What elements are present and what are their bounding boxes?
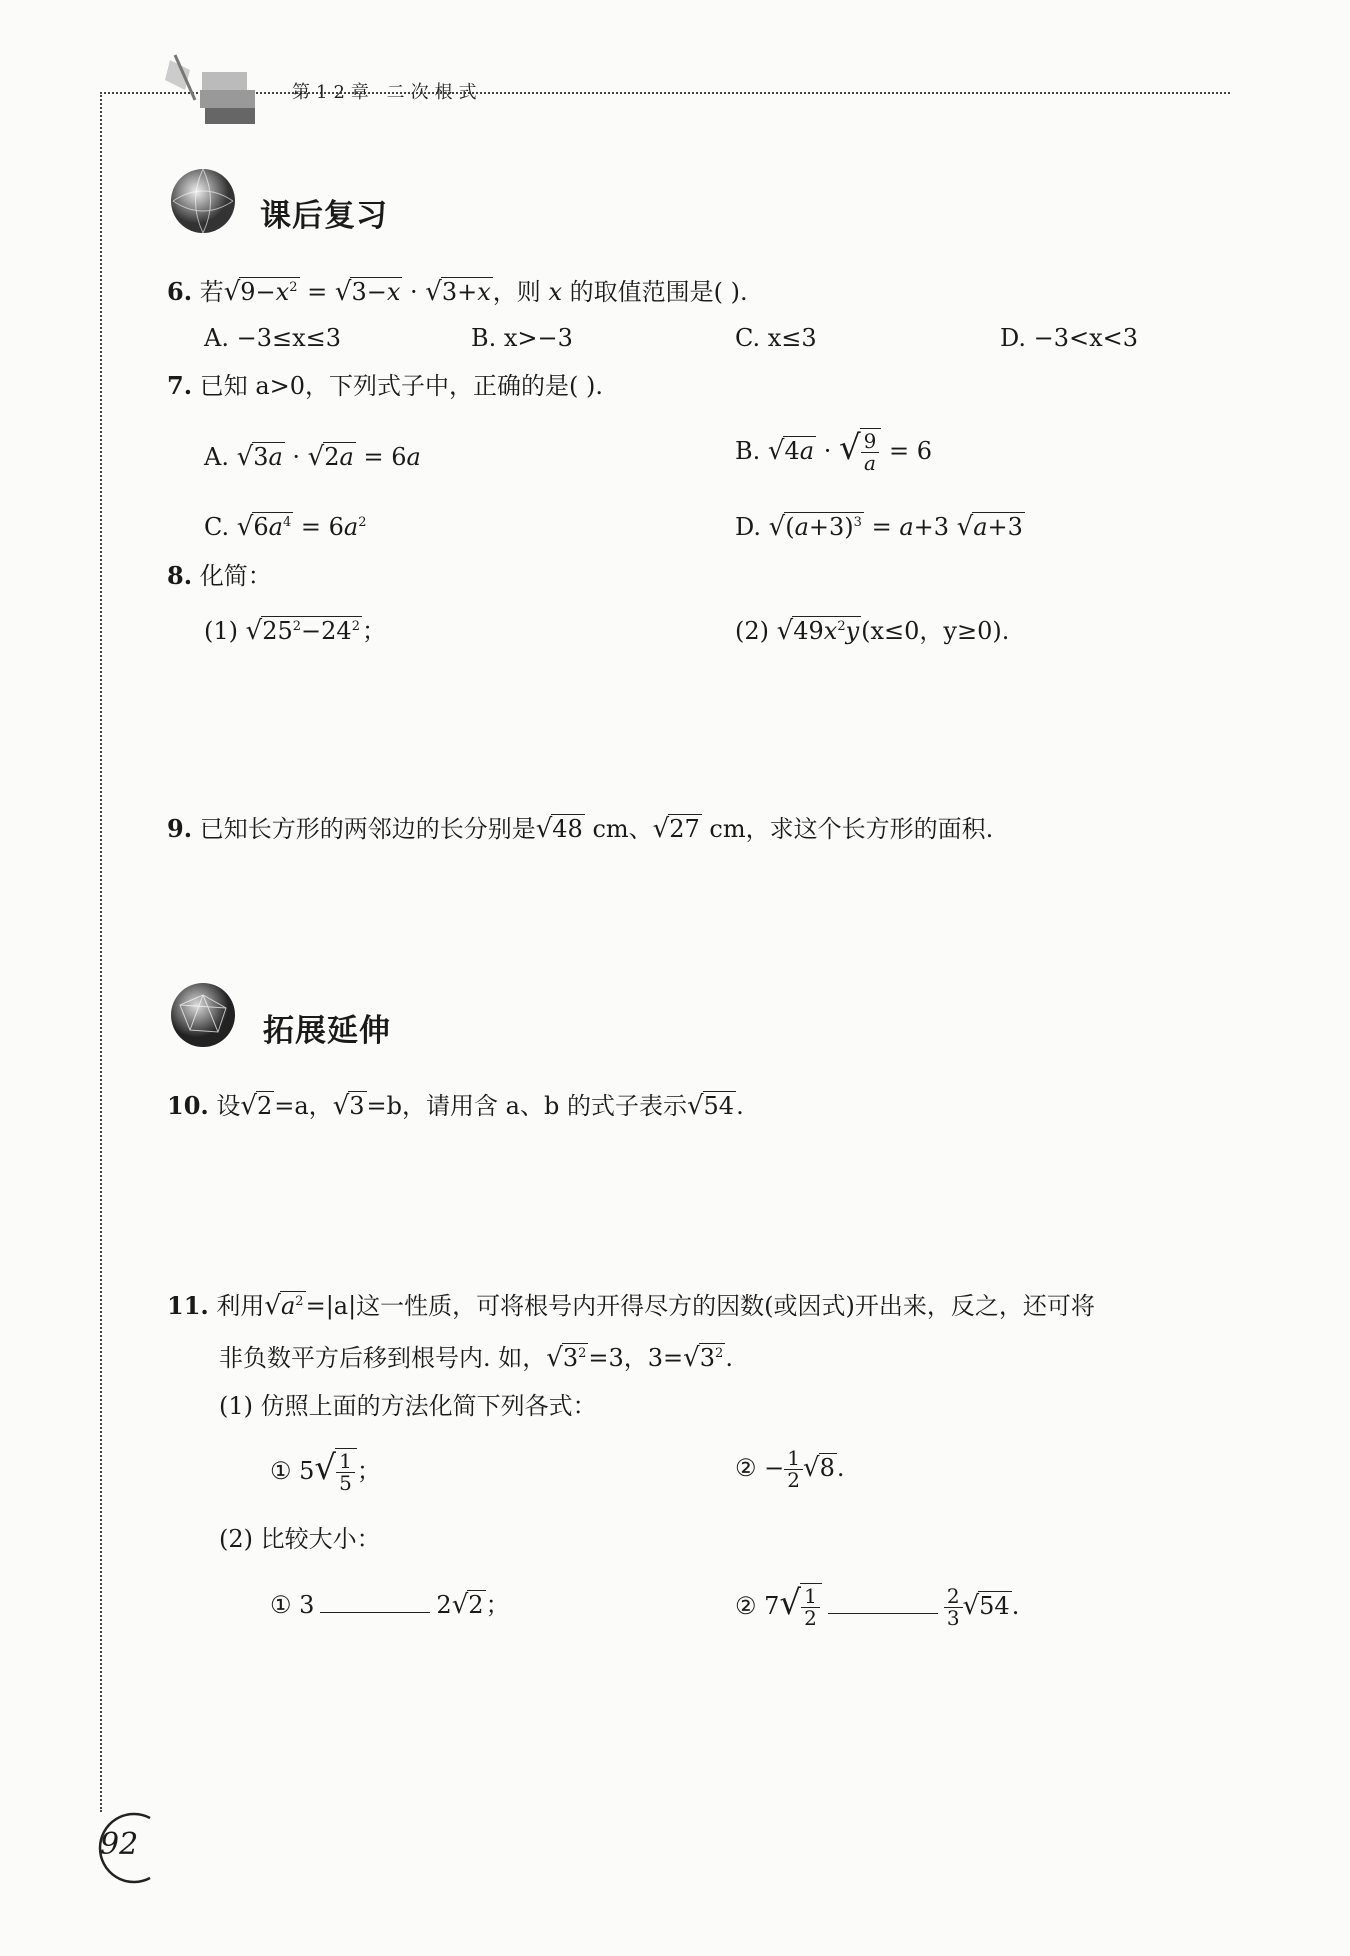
q8-part-1: (1) $√25^2-24^2$； bbox=[204, 616, 386, 646]
q7-option-c: C. $√6a^4 = 6a^2$ bbox=[204, 512, 367, 542]
chapter-header: 第12章 二次根式 bbox=[292, 82, 483, 103]
q6-option-b: B. x>−3 bbox=[471, 324, 573, 352]
globe-icon bbox=[168, 166, 238, 236]
q11-sub-2: (2) 比较大小： bbox=[219, 1525, 381, 1553]
section-title-review: 课后复习 bbox=[260, 198, 388, 234]
page-number: 92 bbox=[100, 1827, 139, 1862]
q11-sub-1-b: ② − $\frac{1}{2}$ √8. bbox=[735, 1446, 845, 1492]
question-11-line-1: 11. 利用$√a^2=|a|$这一性质，可将根号内开得尽方的因数(或因式)开出来，反之，还可将 bbox=[167, 1291, 1095, 1321]
chapter-books-icon bbox=[160, 50, 260, 135]
answer-blank[interactable] bbox=[320, 1612, 430, 1613]
q11-sub-2-a: ① 3 2√2； bbox=[270, 1590, 510, 1620]
q7-option-b: B. √4a · √ $\frac{9}{a}$ = 6 bbox=[735, 428, 933, 475]
q11-sub-2-b: ② 7√ $\frac{1}{2}$ $\frac{2}{3}$ √54. bbox=[735, 1583, 1020, 1630]
q7-option-a: A. √3a · √2a = 6a bbox=[204, 442, 421, 472]
header-dotted-rule bbox=[100, 92, 1230, 94]
q6-option-d: D. −3<x<3 bbox=[1000, 324, 1139, 352]
question-7-stem: 7. 已知 a>0，下列式子中，正确的是( ). bbox=[167, 371, 604, 400]
question-9: 9. 已知长方形的两邻边的长分别是√48 cm、√27 cm，求这个长方形的面积. bbox=[167, 814, 994, 844]
q6-option-a: A. −3≤x≤3 bbox=[204, 324, 341, 352]
q7-option-d: D. $√(a+3)^3 = a+3$ √a+3 bbox=[735, 512, 1023, 542]
margin-dotted-rule bbox=[100, 92, 102, 1812]
q8-part-2: (2) $√49x^2y(x\le 0$，y≥0). bbox=[735, 616, 1010, 646]
q6-option-c: C. x≤3 bbox=[735, 324, 817, 352]
q11-sub-1-a: ① 5√ $\frac{1}{5}$ ； bbox=[270, 1448, 381, 1495]
q11-sub-1: (1) 仿照上面的方法化简下列各式： bbox=[219, 1392, 597, 1420]
answer-blank[interactable] bbox=[828, 1613, 938, 1614]
network-globe-icon bbox=[168, 980, 238, 1050]
question-6-stem: 6. 若$√9-x^2 = √3-x \cdot √3+x$，则 x 的取值范围是( ). bbox=[167, 277, 748, 307]
question-8-stem: 8. 化简： bbox=[167, 561, 272, 590]
question-10: 10. 设√2=a，√3=b，请用含 a、b 的式子表示√54. bbox=[167, 1091, 744, 1121]
question-11-line-2: 非负数平方后移到根号内. 如，$√3^2=3$，$3=√3^2$. bbox=[219, 1343, 733, 1373]
section-title-extension: 拓展延伸 bbox=[263, 1013, 391, 1049]
